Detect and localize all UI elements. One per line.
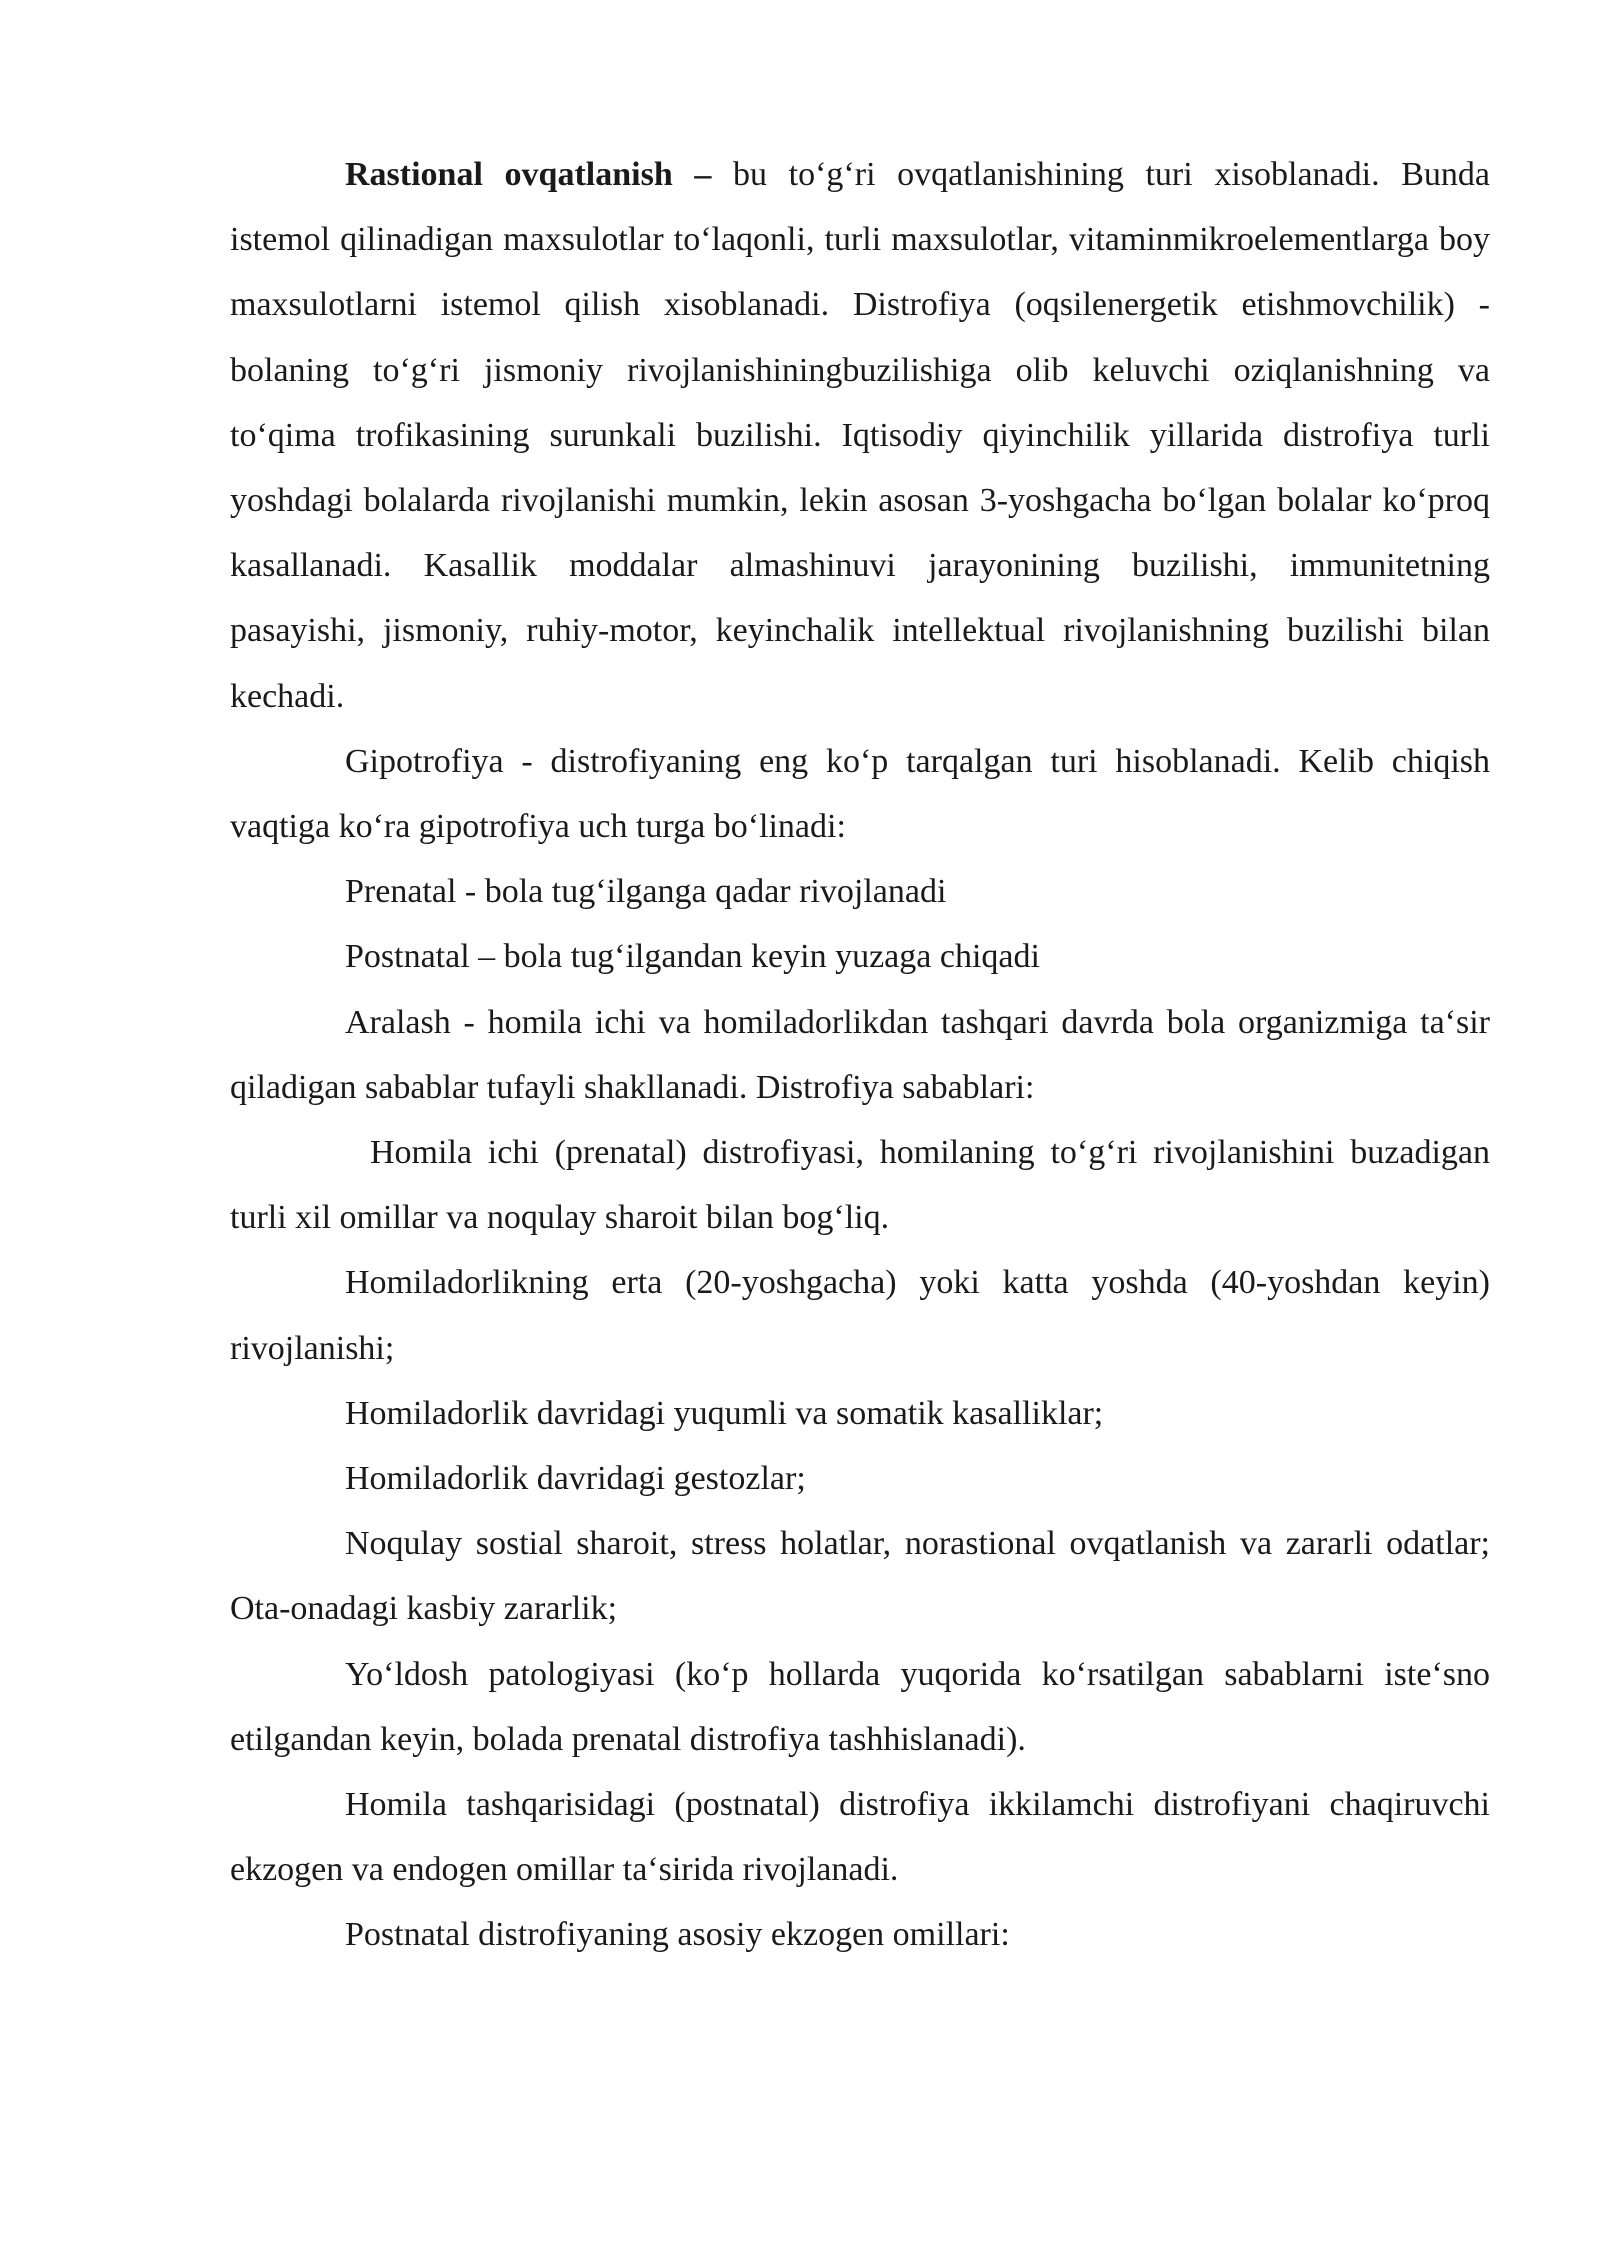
paragraph-social-conditions: Noqulay sostial sharoit, stress holatlar, norastional ovqatlanish va zararli odatlar; Ota-onadagi kasbiy zararlik;	[230, 1525, 1490, 1628]
term-rational-nutrition: Rastional ovqatlanish –	[345, 156, 712, 193]
paragraph-infections: Homiladorlik davridagi yuqumli va somatik kasalliklar;	[345, 1394, 1104, 1432]
paragraph-postnatal-dystrophy: Homila tashqarisidagi (postnatal) distrofiya ikkilamchi distrofiyani chaqiruvchi ekzogen va endogen omillar ta‘sirida rivojlanadi.	[230, 1786, 1490, 1889]
paragraph-pregnancy-age: Homiladorlikning erta (20-yoshgacha) yoki katta yoshda (40-yoshdan keyin) rivojlanishi;	[230, 1264, 1490, 1367]
paragraph-text: bu to‘g‘ri ovqatlanishining turi xisoblanadi. Bunda istemol qilinadigan maxsulotlar to‘laqonli, turli maxsulotlar, vitaminmikroelementlarga boy maxsulotlarni istemol qilish xisoblanadi. Distrofiya (oqsilenergetik etishmovchilik) - bolaning to‘g‘ri jismoniy rivojlanishiningbuzilishiga olib keluvchi oziqlanishning va to‘qima trofikasining surunkali buzilishi. Iqtisodiy qiyinchilik yillarida distrofiya turli yoshdagi bolalarda rivojlanishi mumkin, lekin asosan 3-yoshgacha bo‘lgan bolalar ko‘proq kasallanadi. Kasallik moddalar almashinuvi jarayonining buzilishi, immunitetning pasayishi, jismoniy, ruhiy-motor, keyinchalik intellektual rivojlanishning buzilishi bilan kechadi.	[230, 156, 1490, 715]
paragraph-postnatal: Postnatal – bola tug‘ilgandan keyin yuzaga chiqadi	[345, 938, 1040, 976]
document-body	[230, 142, 1490, 1968]
paragraph-hypotrophy: Gipotrofiya - distrofiyaning eng ko‘p tarqalgan turi hisoblanadi. Kelib chiqish vaqtiga ko‘ra gipotrofiya uch turga bo‘linadi:	[230, 742, 1490, 846]
paragraph-mixed: Aralash - homila ichi va homiladorlikdan tashqari davrda bola organizmiga ta‘sir qiladigan sabablar tufayli shakllanadi. Distrofiya sabablari:	[230, 1003, 1490, 1106]
paragraph-gestosis: Homiladorlik davridagi gestozlar;	[345, 1460, 806, 1498]
paragraph-prenatal: Prenatal - bola tug‘ilganga qadar rivojlanadi	[345, 873, 947, 911]
paragraph-intrauterine: Homila ichi (prenatal) distrofiyasi, homilaning to‘g‘ri rivojlanishini buzadigan turli xil omillar va noqulay sharoit bilan bog‘liq.	[230, 1134, 1490, 1237]
paragraph-placenta-pathology: Yo‘ldosh patologiyasi (ko‘p hollarda yuqorida ko‘rsatilgan sabablarni iste‘sno etilgandan keyin, bolada prenatal distrofiya tashhislanadi).	[230, 1655, 1490, 1758]
paragraph-rational-nutrition	[230, 142, 1490, 729]
paragraph-exogenous-factors: Postnatal distrofiyaning asosiy ekzogen omillari:	[345, 1916, 1010, 1954]
